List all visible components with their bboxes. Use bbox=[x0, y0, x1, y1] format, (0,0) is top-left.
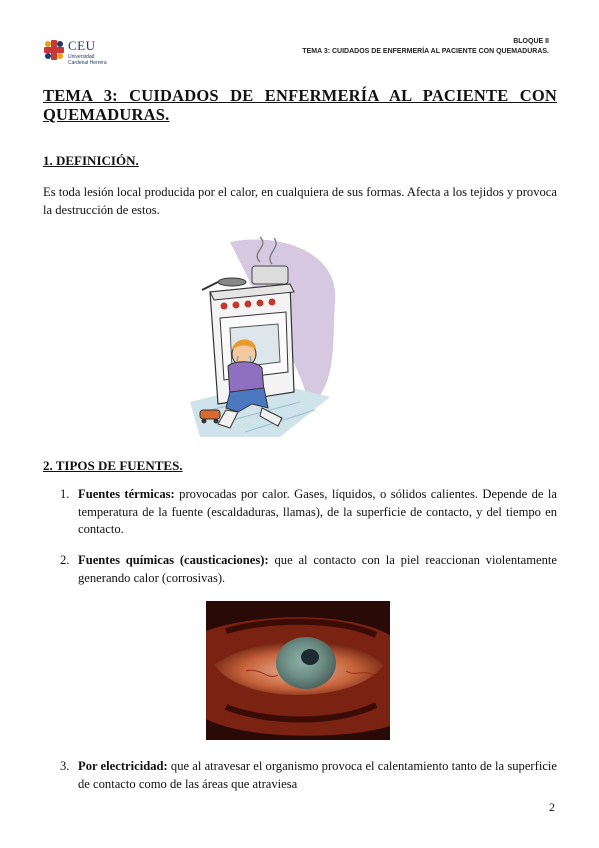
header-bloque: BLOQUE II bbox=[513, 38, 549, 45]
list-item-text: que al atravesar el organismo provoca el calentamiento tanto de la superficie de contacto como de las áreas que atraviesa bbox=[78, 759, 557, 791]
header-tema: TEMA 3: CUIDADOS DE ENFERMERÍA AL PACIENTE CON QUEMADURAS. bbox=[302, 48, 549, 55]
cross-icon bbox=[44, 40, 64, 60]
stove-burn-illustration bbox=[190, 232, 338, 440]
list-item-number: 3. bbox=[60, 759, 70, 773]
list-item bbox=[60, 758, 557, 793]
list-item-text: que al contacto con la piel reaccionan violentamente generando calor (corrosivas). bbox=[78, 553, 557, 585]
ceu-logo bbox=[44, 38, 124, 68]
page-number: 2 bbox=[549, 800, 555, 814]
logo-name: CEU bbox=[68, 38, 96, 53]
list-item-number: 1. bbox=[60, 487, 70, 501]
list-item-term: Fuentes químicas (causticaciones): bbox=[78, 553, 269, 567]
list-item-number: 2. bbox=[60, 553, 70, 567]
section-heading-tipos: 2. TIPOS DE FUENTES. bbox=[43, 458, 183, 473]
section-heading-definicion: 1. DEFINICIÓN. bbox=[43, 153, 139, 168]
logo-subtitle-line2: Cardenal Herrera bbox=[68, 60, 107, 66]
page-title: TEMA 3: CUIDADOS DE ENFERMERÍA AL PACIENTE CON QUEMADURAS. bbox=[43, 86, 557, 124]
list-item-term: Fuentes térmicas: bbox=[78, 487, 175, 501]
logo-subtitle-line1: Universidad bbox=[68, 54, 95, 60]
list-item bbox=[60, 486, 557, 539]
definition-paragraph: Es toda lesión local producida por el calor, en cualquiera de sus formas. Afecta a los tejidos y provoca la destrucción de estos. bbox=[43, 185, 557, 217]
list-item-text: provocadas por calor. Gases, líquidos, o sólidos calientes. Depende de la temperatura de la fuente (escaldaduras, llamas), de la superficie de contacto, y del tiempo en contacto. bbox=[78, 487, 557, 536]
chemical-burn-eye-photo bbox=[206, 601, 390, 740]
list-item-term: Por electricidad: bbox=[78, 759, 168, 773]
list-item bbox=[60, 552, 557, 587]
